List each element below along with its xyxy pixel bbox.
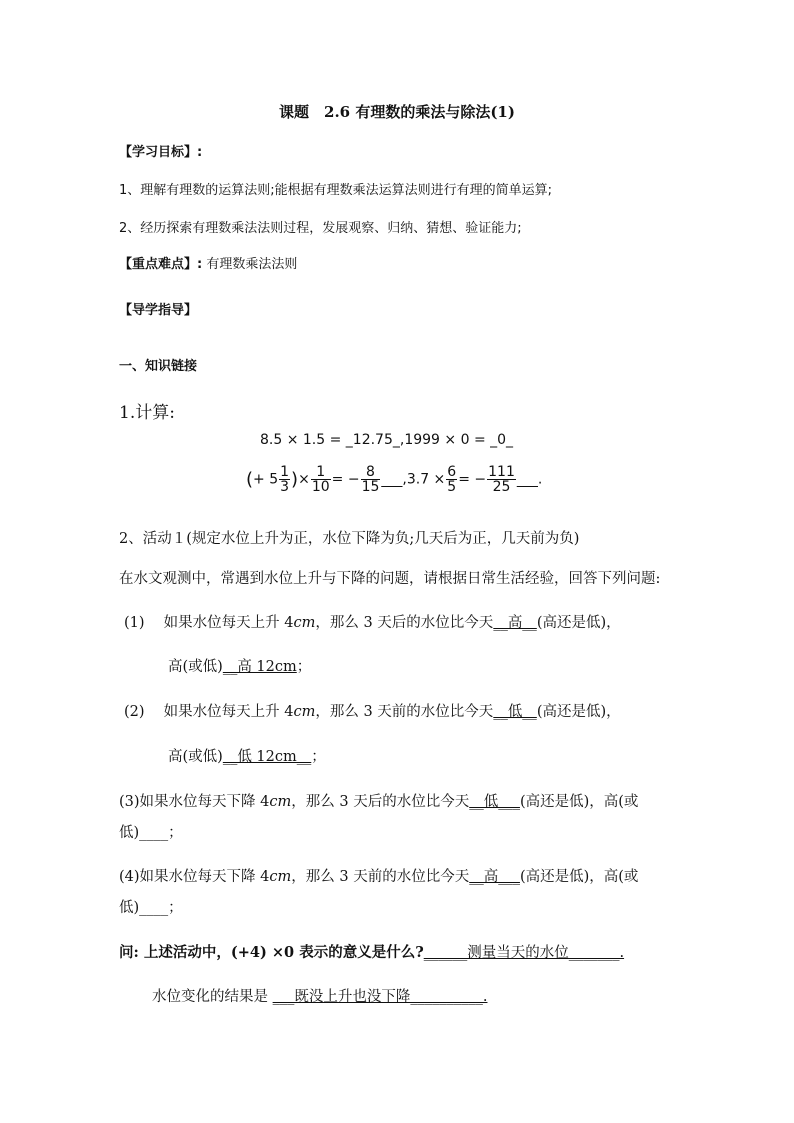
meaning-answer: ______测量当天的水位_______. (423, 945, 625, 961)
close-paren: ) (291, 469, 299, 490)
section-knowledge-link: 一、知识链接 (119, 359, 198, 374)
result-question: 水位变化的结果是 ___既没上升也没下降__________. (152, 989, 488, 1005)
answer-2b: __低 12cm__ (222, 749, 312, 765)
question-4-line-1: (4)如果水位每天下降 4cm，那么 3 天前的水位比今天__高___(高还是低)，高(或 (119, 869, 639, 885)
blank-1: ___ (381, 471, 403, 488)
calc-label: 1.计算: (119, 403, 175, 423)
calc-mid: ,3.7 × (402, 471, 446, 488)
fraction-eight-fifteenths: $\frac{8}{15}$ (361, 464, 380, 495)
question-1-line-2: 高(或低)__高 12cm； (168, 659, 312, 675)
question-1-line-1: (1) 如果水位每天上升 4cm，那么 3 天后的水位比今天__高__(高还是低)， (124, 615, 621, 631)
question-2-line-2: 高(或低)__低 12cm__； (168, 749, 326, 765)
meaning-question: 问: 上述活动中，(+4) ×0 表示的意义是什么?______测量当天的水位_______. (119, 944, 625, 961)
calc-line-1: 8.5 × 1.5 = _12.75_,1999 × 0 = _0_ (260, 432, 514, 448)
times-sign: × (298, 471, 310, 488)
fraction-111-25: $\frac{111}{25}$ (488, 464, 515, 495)
question-3-line-1: (3)如果水位每天下降 4cm，那么 3 天后的水位比今天__低___(高还是低)，高(或 (119, 794, 639, 810)
equals-minus-2: = − (458, 471, 487, 488)
blank-2: ___. (516, 471, 543, 488)
result-answer: ___既没上升也没下降__________. (272, 989, 488, 1005)
open-paren: ( (246, 469, 254, 490)
key-points-heading: 【重点难点】: (119, 257, 203, 272)
fraction-one-tenth: $\frac{1}{10}$ (311, 464, 330, 495)
guide-heading: 【导学指导】 (119, 303, 198, 318)
goal-item-1: 1、理解有理数的运算法则;能根据有理数乘法运算法则进行有理的简单运算; (119, 183, 553, 198)
question-4-line-2: 低)____； (119, 900, 183, 916)
plus-five: + 5 (253, 471, 279, 488)
answer-3: __低___ (469, 794, 520, 810)
equals-minus-1: = − (331, 471, 360, 488)
answer-2: __低__ (493, 704, 537, 720)
answer-1b: __高 12cm (222, 659, 297, 675)
answer-4: __高___ (469, 869, 520, 885)
goal-item-2: 2、经历探索有理数乘法法则过程，发展观察、归纳、猜想、验证能力; (119, 221, 522, 236)
activity-intro: 在水文观测中，常遇到水位上升与下降的问题，请根据日常生活经验，回答下列问题: (119, 571, 661, 587)
page-title: 课题 2.6 有理数的乘法与除法(1) (279, 103, 515, 121)
key-points-text: 有理数乘法法则 (202, 257, 298, 272)
goals-heading: 【学习目标】: (119, 145, 203, 160)
activity-heading: 2、活动１(规定水位上升为正，水位下降为负;几天后为正，几天前为负) (119, 531, 580, 547)
answer-1: __高__ (493, 615, 537, 631)
fraction-six-fifths: $\frac{6}{5}$ (447, 464, 457, 495)
calc-line-2 (246, 465, 542, 494)
question-3-line-2: 低)____； (119, 825, 183, 841)
fraction-one-third: $\frac{1}{3}$ (280, 464, 290, 495)
key-points-line (119, 253, 297, 272)
question-2-line-1: (2) 如果水位每天上升 4cm，那么 3 天前的水位比今天__低__(高还是低)， (124, 704, 621, 720)
